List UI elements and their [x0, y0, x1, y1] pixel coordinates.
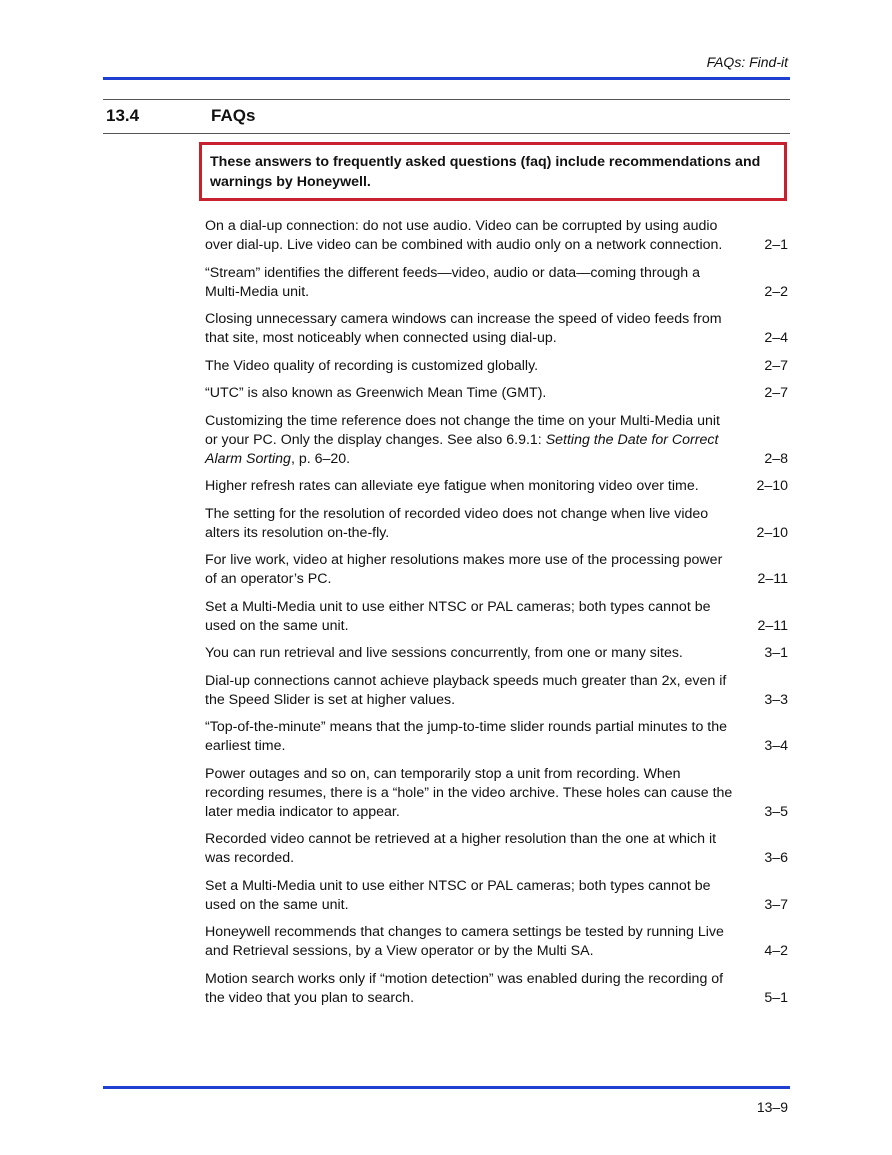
faq-item — [205, 877, 788, 915]
footer-rule — [103, 1086, 790, 1089]
faq-text: Higher refresh rates can alleviate eye fatigue when monitoring video over time. — [205, 478, 699, 494]
faq-item — [205, 672, 788, 710]
faq-item — [205, 598, 788, 636]
header-rule — [103, 77, 790, 80]
faq-list — [205, 217, 788, 1016]
faq-text-part: Customizing the time reference does not change the time on your Multi-Media unit or your PC. Only the display changes. See also 6.9.1: — [205, 412, 720, 448]
faq-page-ref: 2–1 — [764, 237, 788, 253]
section-bottom-rule — [103, 133, 790, 134]
faq-text: “UTC” is also known as Greenwich Mean Time (GMT). — [205, 385, 547, 401]
faq-text: The Video quality of recording is customized globally. — [205, 357, 539, 374]
section-title: FAQs — [211, 106, 256, 125]
faq-page-ref: 5–1 — [764, 989, 788, 1006]
faq-text: The setting for the resolution of recorded video does not change when live video alters its resolution on-the-fly. — [205, 505, 709, 541]
faq-page-ref: 3–3 — [764, 691, 788, 708]
faq-text: “Top-of-the-minute” means that the jump-to-time slider rounds partial minutes to the earliest time. — [205, 719, 728, 754]
faq-page-ref: 3–1 — [764, 645, 788, 661]
faq-page-ref: 3–5 — [764, 803, 788, 820]
faq-text-part: , p. 6–20. — [290, 450, 351, 467]
faq-item — [205, 970, 788, 1008]
faq-item — [205, 477, 788, 496]
faq-item — [205, 830, 788, 868]
faq-text: “Stream” identifies the different feeds—video, audio or data—coming through a Multi-Media unit. — [205, 264, 701, 300]
faq-page-ref: 3–7 — [764, 896, 788, 913]
faq-page-ref: 2–11 — [757, 571, 788, 587]
faq-page-ref: 3–6 — [764, 850, 788, 866]
faq-text: Dial-up connections cannot achieve playback speeds much greater than 2x, even if the Speed Slider is set at higher values. — [205, 672, 727, 708]
faq-page-ref: 2–2 — [764, 283, 788, 300]
faq-item — [205, 551, 788, 589]
section-top-rule — [103, 99, 790, 100]
faq-item — [205, 384, 788, 403]
section-number: 13.4 — [106, 106, 140, 125]
faq-page-ref: 2–11 — [757, 617, 788, 634]
faq-page-ref: 2–8 — [764, 450, 788, 467]
faq-text: Motion search works only if “motion detection” was enabled during the recording of the video that you plan to search. — [205, 970, 724, 1006]
faq-text: Closing unnecessary camera windows can increase the speed of video feeds from that site, most noticeably when connected using dial-up. — [205, 311, 722, 346]
faq-page-ref: 2–10 — [756, 524, 788, 541]
cross-reference-title: Setting the Date for Correct Alarm Sorting — [205, 431, 719, 467]
faq-item — [205, 264, 788, 302]
faq-text — [205, 412, 735, 469]
faq-page-ref: 2–4 — [764, 330, 788, 346]
faq-page-ref: 4–2 — [764, 943, 788, 959]
faq-text: Power outages and so on, can temporarily stop a unit from recording. When recording resumes, there is a “hole” in the video archive. These holes can cause the later media indicator to appear. — [205, 765, 733, 820]
page-number: 13–9 — [756, 1099, 788, 1115]
faq-item — [205, 412, 788, 469]
faq-page-ref: 2–7 — [764, 357, 788, 374]
faq-item — [205, 718, 788, 756]
faq-text: Set a Multi-Media unit to use either NTSC or PAL cameras; both types cannot be used on the same unit. — [205, 598, 711, 634]
faq-item — [205, 644, 788, 663]
faq-text: Honeywell recommends that changes to camera settings be tested by running Live and Retrieval sessions, by a View operator or by the Multi SA. — [205, 924, 724, 959]
faq-text: For live work, video at higher resolutions makes more use of the processing power of an operator’s PC. — [205, 552, 723, 587]
faq-item — [205, 765, 788, 822]
faq-item — [205, 217, 788, 255]
faq-text: On a dial-up connection: do not use audio. Video can be corrupted by using audio over dial-up. Live video can be combined with audio only on a network connection. — [205, 218, 723, 253]
faq-text: Recorded video cannot be retrieved at a higher resolution than the one at which it was recorded. — [205, 831, 717, 866]
faq-item — [205, 505, 788, 543]
faq-text: Set a Multi-Media unit to use either NTSC or PAL cameras; both types cannot be used on the same unit. — [205, 877, 711, 913]
callout-text: These answers to frequently asked questions (faq) include recommendations and warnings by Honeywell. — [210, 154, 761, 190]
callout-box — [199, 142, 787, 201]
faq-item — [205, 357, 788, 376]
faq-page-ref: 2–7 — [764, 385, 788, 401]
faq-page-ref: 3–4 — [764, 738, 788, 754]
faq-item — [205, 310, 788, 348]
faq-item — [205, 923, 788, 961]
faq-page-ref: 2–10 — [756, 478, 788, 494]
faq-text: You can run retrieval and live sessions concurrently, from one or many sites. — [205, 645, 683, 661]
running-header-title: FAQs: Find-it — [706, 54, 788, 70]
